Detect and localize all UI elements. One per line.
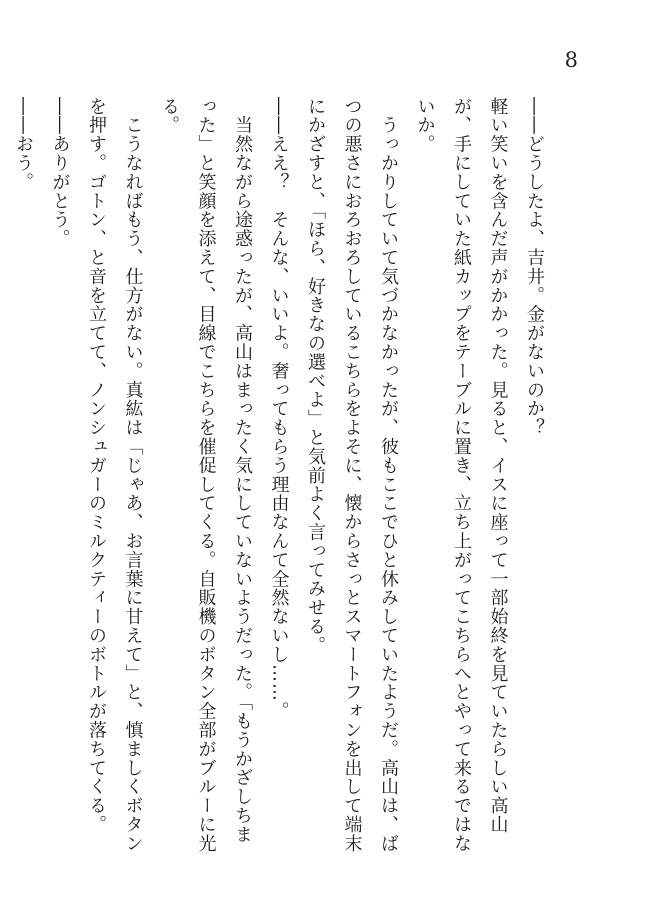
page-number: 8 [564, 48, 578, 72]
paragraph-narration-2: うっかりしていて気づかなかったが、彼もここでひと休みしていたようだ。高山は、ばつの悪さにおろおろしているこちらをよそに、懐からさっとスマートフォンを出して端末にかざすと、「ほら、好きなの選べよ」と気前よく言ってみせる。 [305, 97, 399, 853]
paragraph-dialogue-4: ――おう。 [13, 97, 34, 192]
paragraph-narration-1: 軽い笑いを含んだ声がかかった。見ると、イスに座って一部始終を見ていたらしい高山が、手にしていた紙カップをテーブルに置き、立ち上がってこちらへとやって来るではないか。 [414, 97, 509, 853]
paragraph-narration-3: 当然ながら途惑ったが、高山はまったく気にしていないようだった。「もうかざしちまった」と笑顔を添えて、目線でこちらを催促してくる。自販機のボタン全部がブルーに光る。 [159, 97, 253, 853]
paragraph-dialogue-1: ――どうしたよ、吉井。金がないのか？ [524, 97, 545, 438]
paragraph-narration-5 [0, 97, 5, 857]
vertical-text-body [13, 97, 552, 857]
paragraph-narration-4: こうなればもう、仕方がない。真紘は「じゃあ、お言葉に甘えて」と、慎ましくボタンを押す。ゴトン、と音を立てて、ノンシュガーのミルクティーのボトルが落ちてくる。 [86, 97, 144, 853]
paragraph-dialogue-3: ――ありがとう。 [49, 97, 71, 249]
paragraph-dialogue-2: ――ええ？ そんな、いいよ。奢ってもらう理由なんて全然ないし……。 [268, 97, 290, 721]
